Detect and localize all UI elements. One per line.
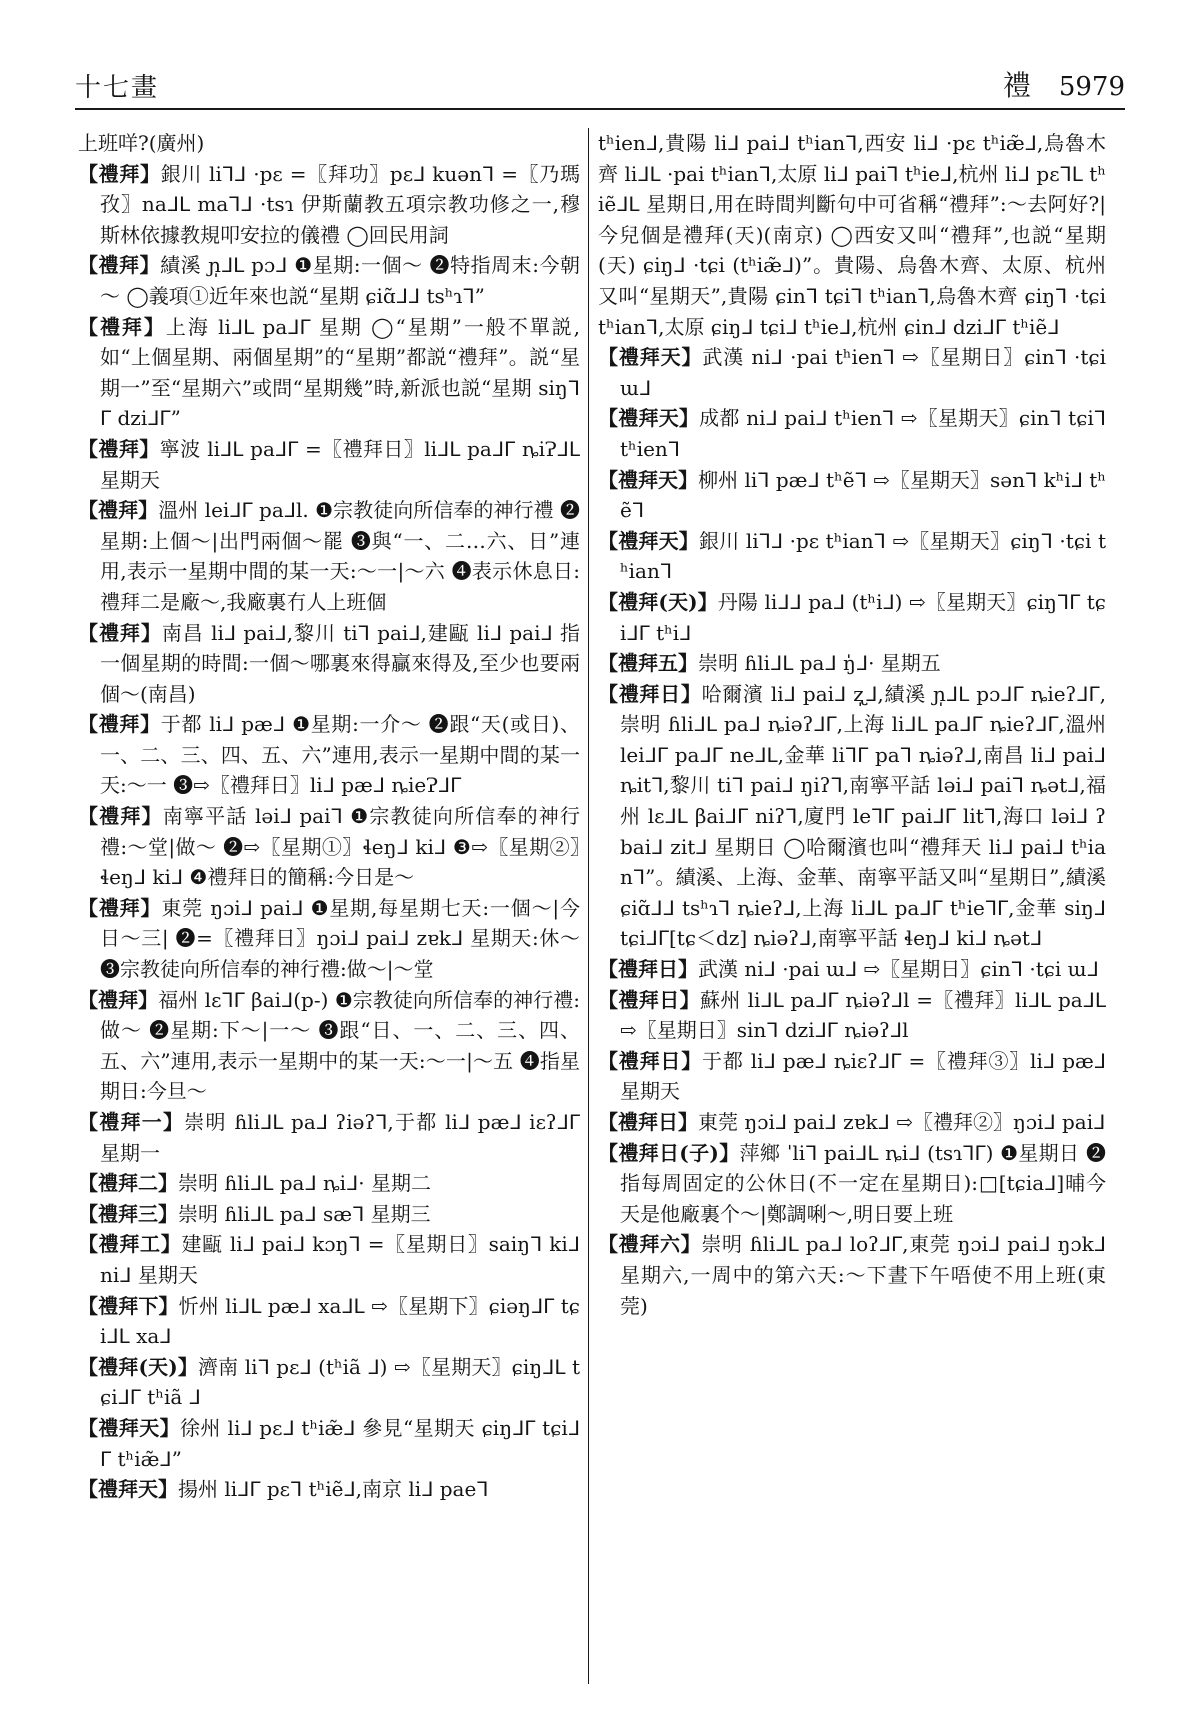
dictionary-entry: 【禮拜(天)】濟南 liᒣ pɛᒧ (tʰiã ᒧ) ⇨〖星期天〗ɕiŋᒧᒪ tɕiᒧᒥ tʰiã ᒧ [78, 1354, 580, 1410]
dictionary-entry: 【禮拜天】武漢 niᒧ ·pai tʰienᒣ ⇨〖星期日〗ɕinᒣ ·tɕi ɯᒧ [598, 345, 1106, 400]
dictionary-entry: 【禮拜】績溪 ɲ̩ᒧᒪ pɔᒧ ❶星期:一個～ ❷特指周末:今朝～ ◯義項①近年來也説“星期 ɕiɑ̃ᒧᒧ tsʰɿᒣ” [78, 253, 580, 308]
dictionary-entry: 【禮拜下】忻州 liᒧᒪ pæᒧ xaᒧᒪ ⇨〖星期下〗ɕiəŋᒧᒥ tɕiᒧᒪ xaᒧ [78, 1293, 580, 1349]
entry-headword: 【禮拜】 [78, 161, 161, 186]
entry-headword: 【禮拜五】 [598, 651, 698, 676]
entry-headword: 【禮拜下】 [78, 1293, 179, 1318]
column-divider [588, 128, 589, 1684]
entry-headword: 【禮拜天】 [598, 406, 700, 431]
dictionary-entry: 【禮拜】南寧平話 ləiᒧ paiᒣ ❶宗教徒向所信奉的神行禮:～堂|做～ ❷⇨〖星期①〗ɬeŋᒧ kiᒧ ❸⇨〖星期②〗ɬeŋᒧ kiᒧ ❹禮拜日的簡稱:今日是～ [78, 804, 580, 890]
entry-headword: 【禮拜天】 [78, 1415, 180, 1440]
entry-headword: 【禮拜日(子)】 [598, 1140, 740, 1165]
header-rule [75, 108, 1125, 110]
entry-headword: 【禮拜】 [78, 895, 162, 920]
running-head [1003, 64, 1125, 104]
entry-headword: 【禮拜日】 [598, 1110, 698, 1134]
dictionary-entry: 【禮拜天】徐州 liᒧ pɛᒧ tʰiæ̃ᒧ 參見“星期天 ɕiŋᒧᒥ tɕiᒧᒥ tʰiæ̃ᒧ” [78, 1415, 580, 1471]
dictionary-entry: 【禮拜】于都 liᒧ pæᒧ ❶星期:一介～ ❷跟“天(或日)、一、二、三、四、五、六”連用,表示一星期中間的某一天:～一 ❸⇨〖禮拜日〗liᒧ pæᒧ ȵieɁᒧᒥ [78, 712, 580, 798]
entry-headword: 【禮拜】 [78, 436, 160, 461]
dictionary-entry: 【禮拜】銀川 liᒣᒧ ·pɛ =〖拜功〗pɛᒧ kuənᒣ =〖乃瑪孜〗naᒧᒪ maᒣᒧ ·tsɿ 伊斯蘭教五項宗教功修之一,穆斯林依據教規叩安拉的儀禮 ◯回民用詞 [78, 161, 580, 247]
entry-headword: 【禮拜】 [78, 712, 161, 737]
entry-headword: 【禮拜一】 [78, 1110, 185, 1134]
entry-headword: 【禮拜六】 [598, 1232, 702, 1257]
entry-headword: 【禮拜日】 [598, 681, 702, 706]
entry-headword: 【禮拜(天)】 [598, 589, 718, 614]
entry-continuation: 上班咩?(廣州) [78, 131, 205, 155]
dictionary-entry: 【禮拜日(子)】萍鄉 ˈliᒣ paiᒧᒪ ȵiᒧ (tsɿᒣᒥ) ❶星期日 ❷指每周固定的公休日(不一定在星期日):□[tɕiaᒧ]晡今天是他廠裏个～|鄭調唎～,明日要上班 [598, 1140, 1106, 1226]
section-title: 十七畫 [75, 73, 160, 103]
dictionary-entry: 【禮拜天】揚州 liᒧᒥ pɛᒣ tʰiẽᒧ,南京 liᒧ paeᒣ [78, 1477, 489, 1502]
entry-headword: 【禮拜天】 [598, 528, 699, 553]
dictionary-entry: 【禮拜】寧波 liᒧᒪ paᒧᒥ =〖禮拜日〗liᒧᒪ paᒧᒥ ȵiɁᒧᒪ 星期天 [78, 436, 580, 492]
entry-headword: 【禮拜工】 [78, 1232, 182, 1257]
page-header [75, 62, 1125, 110]
dictionary-entry: 【禮拜日】蘇州 liᒧᒪ paᒧᒥ ȵiəʔᒧl =〖禮拜〗liᒧᒪ paᒧᒪ ⇨〖星期日〗sinᒣ dziᒧᒥ ȵiəʔᒧl [598, 987, 1106, 1043]
dictionary-entry: 【禮拜天】柳州 liᒣ pæᒧ tʰẽᒣ ⇨〖星期天〗sənᒣ kʰiᒧ tʰẽᒣ [598, 467, 1106, 523]
head-character: 禮 [1002, 69, 1031, 102]
dictionary-entry: 【禮拜日】于都 liᒧ pæᒧ ȵiɛʔᒧᒥ =〖禮拜③〗liᒧ pæᒧ 星期天 [598, 1048, 1106, 1104]
entry-headword: 【禮拜日】 [598, 1048, 703, 1073]
entry-headword: 【禮拜二】 [78, 1171, 178, 1196]
dictionary-entry: 【禮拜五】崇明 ɦliᒧᒪ paᒧ ŋ̍ᒧ· 星期五 [598, 651, 941, 676]
entry-headword: 【禮拜天】 [78, 1477, 178, 1502]
dictionary-entry: 【禮拜】東莞 ŋɔiᒧ paiᒧ ❶星期,每星期七天:一個～|今日～三| ❷=〖禮拜日〗ŋɔiᒧ paiᒧ zɐkᒧ 星期天:休～ ❸宗教徒向所信奉的神行禮:做～|～堂 [78, 895, 580, 982]
right-column [598, 128, 1106, 1694]
dictionary-entry: 【禮拜天】成都 niᒧ paiᒧ tʰienᒣ ⇨〖星期天〗ɕinᒣ tɕiᒣ tʰienᒣ [598, 406, 1106, 461]
dictionary-entry: 【禮拜日】哈爾濱 liᒧ paiᒧ ʐ̩ᒧ,績溪 ɲ̩ᒧᒪ pɔᒧᒥ ȵieʔᒧᒥ,崇明 ɦliᒧᒪ paᒧ ȵiəʔᒧᒥ,上海 liᒧᒪ paᒧᒥ ȵieʔᒧᒥ,溫州 leiᒧᒥ paᒧᒥ neᒧᒪ,金華 liᒣᒥ paᒣ ȵiəʔᒧ,南昌 liᒧ paiᒧ ȵitᒣ,黎川 tiᒣ paiᒧ ŋiʔᒣ,南寧平話 ləiᒧ paiᒣ ȵətᒧ,福州 lɛᒧᒪ βaiᒧᒥ niʔᒣ,廈門 leᒣᒥ paiᒧᒥ litᒣ,海口 ləiᒧ ʔbaiᒧ zitᒧ 星期日 ◯哈爾濱也叫“禮拜天 liᒧ paiᒧ tʰianᒣ”。績溪、上海、金華、南寧平話又叫“星期日”,績溪 ɕiɑ̃ᒧᒧ tsʰɿᒣ ȵieʔᒧ,上海 liᒧᒪ paᒧᒥ tʰieᒣᒥ,金華 siŋᒧ tɕiᒧᒥ[tɕ＜dz] ȵiəʔᒧ,南寧平話 ɬeŋᒧ kiᒧ ȵətᒧ [598, 681, 1106, 951]
dictionary-entry: 【禮拜三】崇明 ɦliᒧᒪ paᒧ sæᒣ 星期三 [78, 1201, 431, 1226]
entry-headword: 【禮拜三】 [78, 1201, 178, 1226]
dictionary-entry: 【禮拜日】武漢 niᒧ ·pai ɯᒧ ⇨〖星期日〗ɕinᒣ ·tɕi ɯᒧ [598, 957, 1099, 982]
entry-headword: 【禮拜日】 [598, 987, 701, 1012]
entry-headword: 【禮拜】 [78, 804, 163, 829]
entry-headword: 【禮拜天】 [598, 467, 699, 492]
dictionary-entry: 【禮拜六】崇明 ɦliᒧᒪ paᒧ loʔᒧᒥ,東莞 ŋɔiᒧ paiᒧ ŋɔkᒧ 星期六,一周中的第六天:～下晝下午唔使不用上班(東莞) [598, 1232, 1106, 1318]
dictionary-entry: 【禮拜】福州 lɛᒣᒥ βaiᒧ(p-) ❶宗教徒向所信奉的神行禮:做～ ❷星期:下～|一～ ❸跟“日、一、二、三、四、五、六”連用,表示一星期中的某一天:～一|～五 ❹指星期日:今旦～ [78, 987, 580, 1104]
dictionary-entry: 【禮拜】南昌 liᒧ paiᒧ,黎川 tiᒣ paiᒧ,建甌 liᒧ paiᒧ 指一個星期的時間:一個～哪裏來得贏來得及,至少也要兩個～(南昌) [78, 620, 580, 706]
entry-headword: 【禮拜日】 [598, 957, 698, 982]
dictionary-entry: 【禮拜】上海 liᒧᒪ paᒧᒥ 星期 ◯“星期”一般不單説,如“上個星期、兩個星期”的“星期”都説“禮拜”。説“星期一”至“星期六”或問“星期幾”時,新派也説“星期 siŋᒣᒥ dziᒧᒥ” [78, 314, 580, 431]
dictionary-entry: 【禮拜(天)】丹陽 liᒧᒧ paᒧ (tʰiᒧ) ⇨〖星期天〗ɕiŋᒣᒥ tɕiᒧᒥ tʰiᒧ [598, 589, 1106, 645]
entry-headword: 【禮拜天】 [598, 345, 703, 370]
entry-headword: 【禮拜(天)】 [78, 1354, 198, 1379]
left-column [78, 128, 580, 1694]
page-number: 5979 [1058, 72, 1125, 102]
dictionary-entry: 【禮拜日】東莞 ŋɔiᒧ paiᒧ zɐkᒧ ⇨〖禮拜②〗ŋɔiᒧ paiᒧ [598, 1110, 1106, 1134]
dictionary-entry: 【禮拜二】崇明 ɦliᒧᒪ paᒧ ȵiᒧ· 星期二 [78, 1171, 431, 1196]
entry-headword: 【禮拜】 [78, 498, 159, 523]
entry-headword: 【禮拜】 [78, 314, 166, 339]
entry-headword: 【禮拜】 [78, 253, 161, 278]
entry-headword: 【禮拜】 [78, 620, 162, 645]
entry-headword: 【禮拜】 [78, 987, 159, 1012]
dictionary-entry: 【禮拜天】銀川 liᒣᒧ ·pɛ tʰianᒣ ⇨〖星期天〗ɕiŋᒣ ·tɕi tʰianᒣ [598, 528, 1106, 584]
entry-continuation: tʰienᒧ,貴陽 liᒧ paiᒧ tʰianᒣ,西安 liᒧ ·pɛ tʰiæ̃ᒧ,烏魯木齊 liᒧᒪ ·pai tʰianᒣ,太原 liᒧ paiᒣ tʰieᒧ,杭州 liᒧ pɛᒣᒪ tʰiẽᒧᒪ 星期日,用在時間判斷句中可省稱“禮拜”:～去阿好?|今兒個是禮拜(天)(南京) ◯西安又叫“禮拜”,也説“星期(天) ɕiŋᒧ ·tɕi (tʰiæ̃ᒧ)”。貴陽、烏魯木齊、太原、杭州又叫“星期天”,貴陽 ɕinᒣ tɕiᒣ tʰianᒣ,烏魯木齊 ɕiŋᒣ ·tɕi tʰianᒣ,太原 ɕiŋᒧ tɕiᒧ tʰieᒧ,杭州 ɕinᒧ dziᒧᒥ tʰiẽᒧ [598, 131, 1106, 339]
dictionary-entry: 【禮拜】溫州 leiᒧᒥ paᒧl. ❶宗教徒向所信奉的神行禮 ❷星期:上個～|出門兩個～罷 ❸與“一、二…六、日”連用,表示一星期中間的某一天:～一|～六 ❹表示休息日:禮拜二是廠～,我廠裏冇人上班個 [78, 498, 580, 614]
dictionary-entry: 【禮拜工】建甌 liᒧ paiᒧ kɔŋᒣ =〖星期日〗saiŋᒣ kiᒧ niᒧ 星期天 [78, 1232, 580, 1287]
dictionary-entry: 【禮拜一】崇明 ɦliᒧᒪ paᒧ ʔiəʔᒣ,于都 liᒧ pæᒧ iɛʔᒧᒥ 星期一 [78, 1110, 580, 1165]
